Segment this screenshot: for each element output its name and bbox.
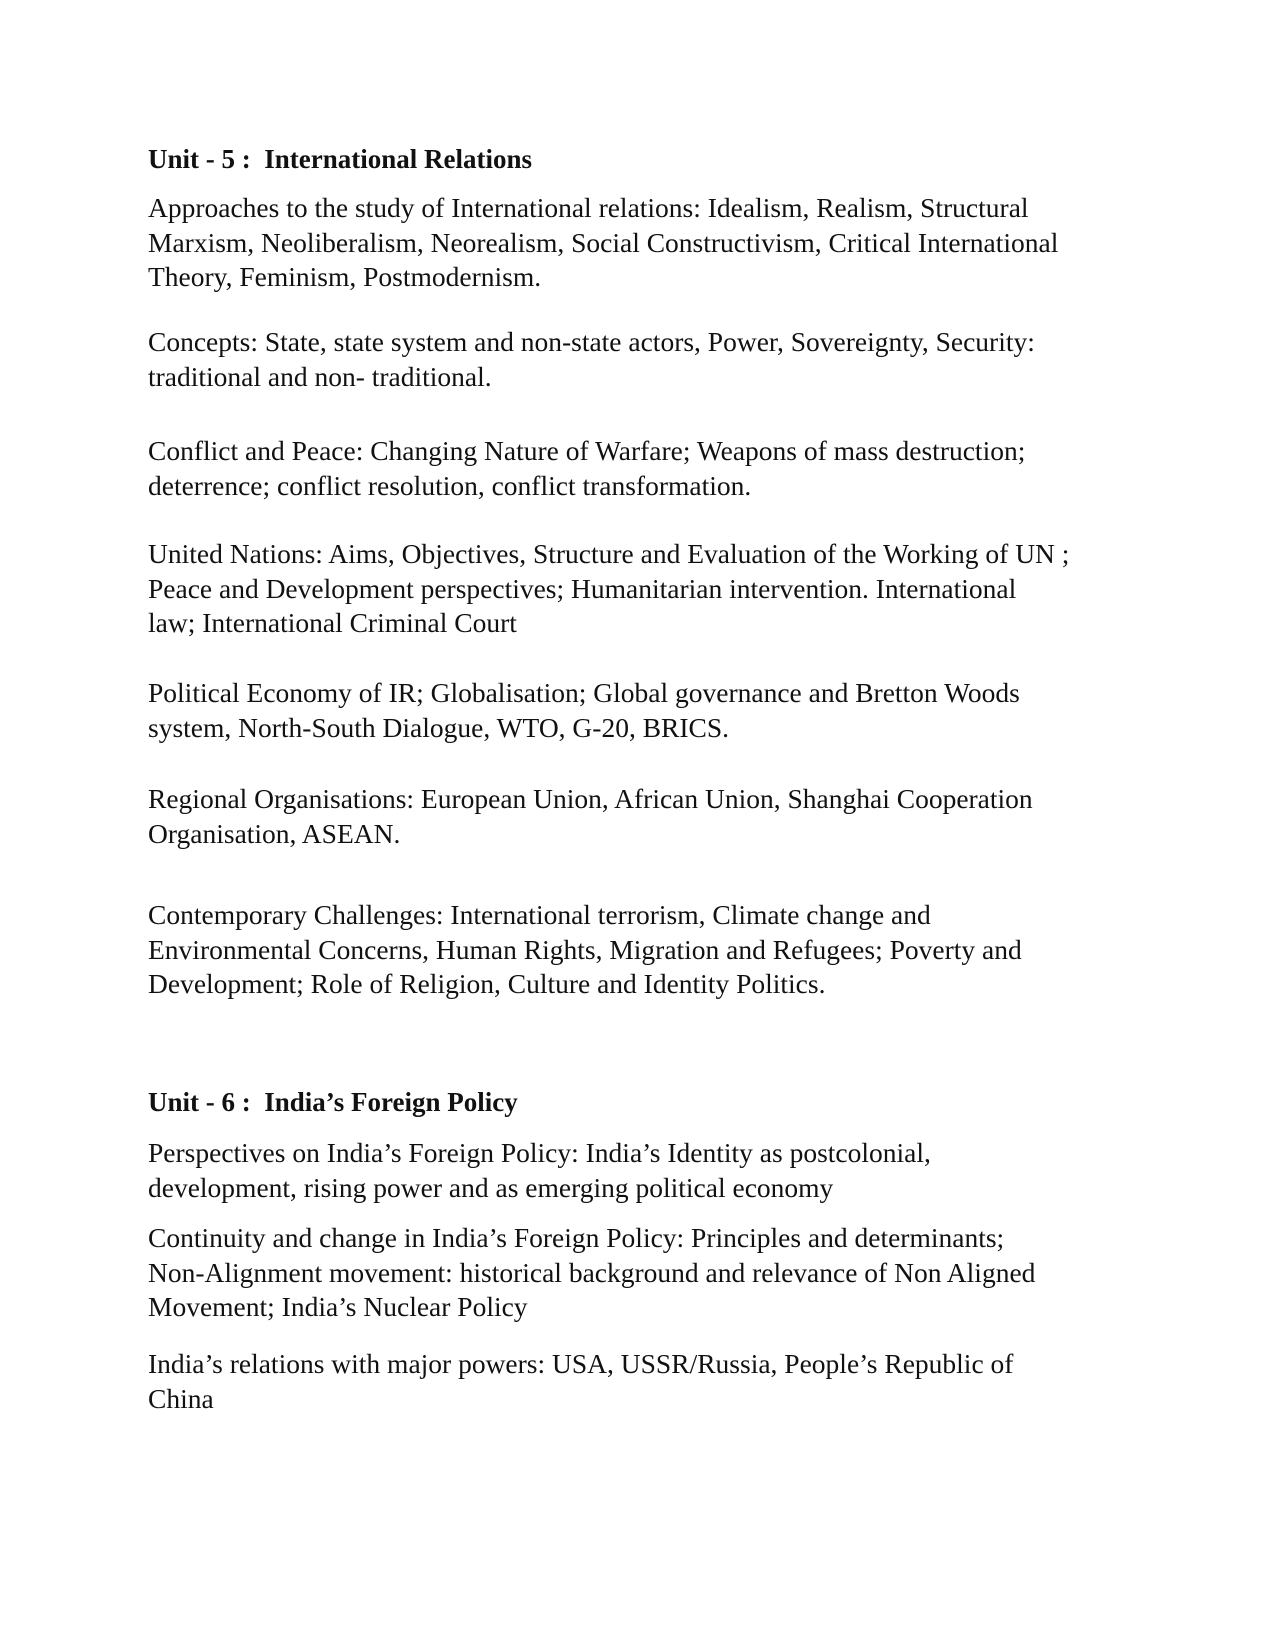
paragraph-political-economy bbox=[148, 676, 1158, 745]
text-line: Environmental Concerns, Human Rights, Migration and Refugees; Poverty and bbox=[148, 933, 1022, 965]
paragraph-continuity-change bbox=[148, 1221, 1158, 1325]
text-line: Continuity and change in India’s Foreign Policy: Principles and determinants; bbox=[148, 1222, 1005, 1253]
text-line: Theory, Feminism, Postmodernism. bbox=[148, 261, 542, 292]
text-line: Conflict and Peace: Changing Nature of Warfare; Weapons of mass destruction; bbox=[148, 435, 1026, 466]
text-line: India’s relations with major powers: USA, USSR/Russia, People’s Republic of bbox=[148, 1348, 1014, 1379]
text-line: Development; Role of Religion, Culture and Identity Politics. bbox=[148, 968, 826, 999]
paragraph-concepts bbox=[148, 325, 1158, 394]
text-line: United Nations: Aims, Objectives, Structure and Evaluation of the Working of UN ; bbox=[148, 538, 1070, 569]
paragraph-united-nations bbox=[148, 537, 1158, 641]
text-line: Concepts: State, state system and non-state actors, Power, Sovereignty, Security: bbox=[148, 326, 1035, 357]
text-line: Peace and Development perspectives; Humanitarian intervention. International bbox=[148, 572, 1017, 604]
text-line: Political Economy of IR; Globalisation; Global governance and Bretton Woods bbox=[148, 677, 1020, 708]
text-line: Approaches to the study of International relations: Idealism, Realism, Structural bbox=[148, 192, 1029, 223]
paragraph-regional-organisations bbox=[148, 782, 1158, 851]
text-line: China bbox=[148, 1382, 214, 1414]
text-line: Non-Alignment movement: historical background and relevance of Non Aligned bbox=[148, 1256, 1036, 1288]
text-line: development, rising power and as emerging political economy bbox=[148, 1171, 834, 1203]
text-line: Marxism, Neoliberalism, Neorealism, Social Constructivism, Critical International bbox=[148, 226, 1059, 258]
text-line: Movement; India’s Nuclear Policy bbox=[148, 1291, 528, 1322]
text-line: system, North-South Dialogue, WTO, G-20, BRICS. bbox=[148, 711, 730, 743]
paragraph-major-powers bbox=[148, 1347, 1158, 1416]
unit-5-heading: Unit - 5 : International Relations bbox=[148, 144, 532, 174]
text-line: law; International Criminal Court bbox=[148, 607, 517, 638]
text-line: Perspectives on India’s Foreign Policy: India’s Identity as postcolonial, bbox=[148, 1137, 931, 1168]
text-line: deterrence; conflict resolution, conflict transformation. bbox=[148, 469, 752, 501]
unit-6-heading: Unit - 6 : India’s Foreign Policy bbox=[148, 1087, 518, 1117]
paragraph-conflict-peace bbox=[148, 434, 1158, 503]
paragraph-contemporary-challenges bbox=[148, 898, 1158, 1002]
text-line: Organisation, ASEAN. bbox=[148, 817, 401, 849]
paragraph-perspectives bbox=[148, 1136, 1158, 1205]
text-line: Contemporary Challenges: International terrorism, Climate change and bbox=[148, 899, 931, 930]
text-line: traditional and non- traditional. bbox=[148, 360, 492, 392]
paragraph-approaches bbox=[148, 191, 1158, 295]
text-line: Regional Organisations: European Union, African Union, Shanghai Cooperation bbox=[148, 783, 1033, 814]
